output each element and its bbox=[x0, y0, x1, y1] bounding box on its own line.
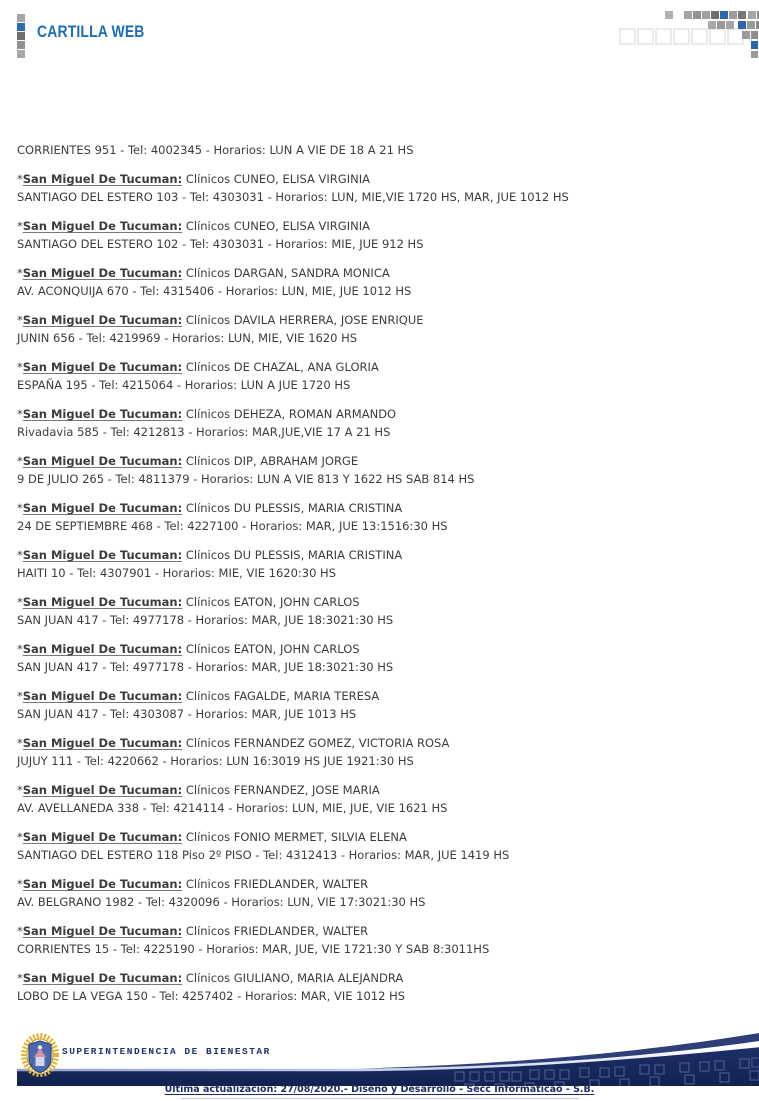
entry-provider-name: DARGAN, SANDRA MONICA bbox=[233, 266, 390, 280]
entry-provider-name: DEHEZA, ROMAN ARMANDO bbox=[233, 407, 397, 421]
provider-heading bbox=[17, 593, 737, 611]
entry-asterisk: * bbox=[17, 454, 23, 468]
entry-specialty: Clínicos bbox=[185, 501, 231, 515]
provider-entry bbox=[17, 546, 737, 582]
entry-specialty: Clínicos bbox=[185, 830, 231, 844]
provider-entry bbox=[17, 828, 737, 864]
provider-entry bbox=[17, 969, 737, 1005]
provider-heading bbox=[17, 734, 737, 752]
provider-heading bbox=[17, 217, 737, 235]
entry-specialty: Clínicos bbox=[185, 689, 231, 703]
entry-details: Rivadavia 585 - Tel: 4212813 - Horarios: MAR,JUE,VIE 17 A 21 HS bbox=[17, 425, 391, 439]
entry-specialty: Clínicos bbox=[185, 360, 231, 374]
entry-location: San Miguel De Tucuman: bbox=[22, 501, 183, 515]
brand-squares-icon bbox=[17, 14, 25, 58]
provider-heading bbox=[17, 969, 737, 987]
provider-heading bbox=[17, 264, 737, 282]
entry-provider-name: FRIEDLANDER, WALTER bbox=[233, 877, 369, 891]
entry-provider-name: GIULIANO, MARIA ALEJANDRA bbox=[233, 971, 404, 985]
entry-asterisk: * bbox=[17, 172, 23, 186]
entry-location: San Miguel De Tucuman: bbox=[22, 313, 183, 327]
entry-specialty: Clínicos bbox=[185, 219, 231, 233]
entry-provider-name: EATON, JOHN CARLOS bbox=[233, 642, 360, 656]
entry-asterisk: * bbox=[17, 219, 23, 233]
entry-asterisk: * bbox=[17, 830, 23, 844]
entry-location: San Miguel De Tucuman: bbox=[22, 642, 183, 656]
provider-entry bbox=[17, 358, 737, 394]
provider-heading bbox=[17, 358, 737, 376]
entry-asterisk: * bbox=[17, 595, 23, 609]
entry-specialty: Clínicos bbox=[185, 313, 231, 327]
provider-entry bbox=[17, 499, 737, 535]
entry-specialty: Clínicos bbox=[185, 783, 231, 797]
entry-asterisk: * bbox=[17, 783, 23, 797]
provider-entry bbox=[17, 640, 737, 676]
entry-location: San Miguel De Tucuman: bbox=[22, 924, 183, 938]
entry-specialty: Clínicos bbox=[185, 642, 231, 656]
entry-details: AV. BELGRANO 1982 - Tel: 4320096 - Horarios: LUN, VIE 17:3021:30 HS bbox=[17, 895, 426, 909]
entry-provider-name: DE CHAZAL, ANA GLORIA bbox=[233, 360, 379, 374]
entry-provider-name: FRIEDLANDER, WALTER bbox=[233, 924, 369, 938]
provider-heading bbox=[17, 405, 737, 423]
entry-specialty: Clínicos bbox=[185, 971, 231, 985]
entry-specialty: Clínicos bbox=[185, 548, 231, 562]
entry-asterisk: * bbox=[17, 877, 23, 891]
entry-location: San Miguel De Tucuman: bbox=[22, 971, 183, 985]
entry-location: San Miguel De Tucuman: bbox=[22, 783, 183, 797]
entry-provider-name: FERNANDEZ, JOSE MARIA bbox=[233, 783, 380, 797]
provider-heading bbox=[17, 828, 737, 846]
entry-details: 24 DE SEPTIEMBRE 468 - Tel: 4227100 - Horarios: MAR, JUE 13:1516:30 HS bbox=[17, 519, 448, 533]
entry-location: San Miguel De Tucuman: bbox=[22, 266, 183, 280]
provider-heading bbox=[17, 170, 737, 188]
provider-entry bbox=[17, 687, 737, 723]
last-update-line: Última actualización: 27/08/2020.- Diseño y Desarrollo - Secc Informáticao - S.B. bbox=[164, 1084, 595, 1095]
entry-specialty: Clínicos bbox=[185, 877, 231, 891]
entry-details: SANTIAGO DEL ESTERO 102 - Tel: 4303031 - Horarios: MIE, JUE 912 HS bbox=[17, 237, 424, 251]
provider-list bbox=[17, 141, 737, 1016]
entry-asterisk: * bbox=[17, 924, 23, 938]
provider-entry bbox=[17, 734, 737, 770]
entry-provider-name: DIP, ABRAHAM JORGE bbox=[233, 454, 359, 468]
provider-entry bbox=[17, 311, 737, 347]
superintendencia-shield-icon bbox=[19, 1032, 61, 1078]
entry-asterisk: * bbox=[17, 971, 23, 985]
provider-heading bbox=[17, 781, 737, 799]
provider-heading bbox=[17, 452, 737, 470]
entry-location: San Miguel De Tucuman: bbox=[22, 736, 183, 750]
provider-entry bbox=[17, 781, 737, 817]
entry-location: San Miguel De Tucuman: bbox=[22, 548, 183, 562]
entry-details: SANTIAGO DEL ESTERO 103 - Tel: 4303031 - Horarios: LUN, MIE,VIE 1720 HS, MAR, JUE 1012 HS bbox=[17, 190, 569, 204]
entry-provider-name: EATON, JOHN CARLOS bbox=[233, 595, 360, 609]
provider-heading bbox=[17, 687, 737, 705]
provider-heading bbox=[17, 875, 737, 893]
entry-details: SANTIAGO DEL ESTERO 118 Piso 2º PISO - Tel: 4312413 - Horarios: MAR, JUE 1419 HS bbox=[17, 848, 510, 862]
entry-location: San Miguel De Tucuman: bbox=[22, 360, 183, 374]
provider-entry bbox=[17, 922, 737, 958]
provider-entry bbox=[17, 875, 737, 911]
entry-location: San Miguel De Tucuman: bbox=[22, 830, 183, 844]
entry-specialty: Clínicos bbox=[185, 407, 231, 421]
provider-heading bbox=[17, 499, 737, 517]
entry-specialty: Clínicos bbox=[185, 924, 231, 938]
provider-heading bbox=[17, 311, 737, 329]
provider-entry bbox=[17, 170, 737, 206]
entry-specialty: Clínicos bbox=[185, 595, 231, 609]
provider-heading bbox=[17, 640, 737, 658]
entry-specialty: Clínicos bbox=[185, 736, 231, 750]
entry-asterisk: * bbox=[17, 689, 23, 703]
entry-provider-name: CUNEO, ELISA VIRGINIA bbox=[233, 172, 370, 186]
entry-specialty: Clínicos bbox=[185, 454, 231, 468]
entry-details: ESPAÑA 195 - Tel: 4215064 - Horarios: LUN A JUE 1720 HS bbox=[17, 378, 351, 392]
provider-entry bbox=[17, 405, 737, 441]
entry-asterisk: * bbox=[17, 313, 23, 327]
entry-provider-name: DU PLESSIS, MARIA CRISTINA bbox=[233, 548, 403, 562]
entry-specialty: Clínicos bbox=[185, 172, 231, 186]
provider-heading bbox=[17, 546, 737, 564]
entry-details: 9 DE JULIO 265 - Tel: 4811379 - Horarios: LUN A VIE 813 Y 1622 HS SAB 814 HS bbox=[17, 472, 475, 486]
entry-details: JUJUY 111 - Tel: 4220662 - Horarios: LUN 16:3019 HS JUE 1921:30 HS bbox=[17, 754, 414, 768]
entry-details: AV. ACONQUIJA 670 - Tel: 4315406 - Horarios: LUN, MIE, JUE 1012 HS bbox=[17, 284, 412, 298]
entry-asterisk: * bbox=[17, 360, 23, 374]
provider-entry bbox=[17, 593, 737, 629]
bottom-divider bbox=[181, 1098, 579, 1099]
entry-provider-name: FERNANDEZ GOMEZ, VICTORIA ROSA bbox=[233, 736, 450, 750]
entry-details: AV. AVELLANEDA 338 - Tel: 4214114 - Horarios: LUN, MIE, JUE, VIE 1621 HS bbox=[17, 801, 448, 815]
entry-location: San Miguel De Tucuman: bbox=[22, 877, 183, 891]
entry-asterisk: * bbox=[17, 642, 23, 656]
entry-details: CORRIENTES 15 - Tel: 4225190 - Horarios: MAR, JUE, VIE 1721:30 Y SAB 8:3011HS bbox=[17, 942, 490, 956]
mosaic-decoration-icon bbox=[618, 7, 759, 59]
entry-asterisk: * bbox=[17, 501, 23, 515]
entry-provider-name: DU PLESSIS, MARIA CRISTINA bbox=[233, 501, 403, 515]
entry-location: San Miguel De Tucuman: bbox=[22, 454, 183, 468]
orphan-detail-line: CORRIENTES 951 - Tel: 4002345 - Horarios: LUN A VIE DE 18 A 21 HS bbox=[17, 143, 414, 157]
provider-heading bbox=[17, 922, 737, 940]
entry-asterisk: * bbox=[17, 407, 23, 421]
entry-asterisk: * bbox=[17, 548, 23, 562]
entry-provider-name: FONIO MERMET, SILVIA ELENA bbox=[233, 830, 407, 844]
entry-details: JUNIN 656 - Tel: 4219969 - Horarios: LUN, MIE, VIE 1620 HS bbox=[17, 331, 358, 345]
provider-entry bbox=[17, 452, 737, 488]
entry-provider-name: DAVILA HERRERA, JOSE ENRIQUE bbox=[233, 313, 424, 327]
entry-location: San Miguel De Tucuman: bbox=[22, 595, 183, 609]
entry-asterisk: * bbox=[17, 266, 23, 280]
provider-entry bbox=[17, 264, 737, 300]
provider-entry bbox=[17, 217, 737, 253]
entry-asterisk: * bbox=[17, 736, 23, 750]
entry-details: SAN JUAN 417 - Tel: 4977178 - Horarios: MAR, JUE 18:3021:30 HS bbox=[17, 613, 394, 627]
page-header bbox=[0, 0, 759, 62]
entry-details: HAITI 10 - Tel: 4307901 - Horarios: MIE, VIE 1620:30 HS bbox=[17, 566, 337, 580]
entry-location: San Miguel De Tucuman: bbox=[22, 219, 183, 233]
entry-location: San Miguel De Tucuman: bbox=[22, 407, 183, 421]
entry-details: SAN JUAN 417 - Tel: 4977178 - Horarios: MAR, JUE 18:3021:30 HS bbox=[17, 660, 394, 674]
organization-name: SUPERINTENDENCIA DE BIENESTAR bbox=[62, 1046, 271, 1057]
entry-details: LOBO DE LA VEGA 150 - Tel: 4257402 - Horarios: MAR, VIE 1012 HS bbox=[17, 989, 406, 1003]
entry-location: San Miguel De Tucuman: bbox=[22, 689, 183, 703]
entry-provider-name: CUNEO, ELISA VIRGINIA bbox=[233, 219, 370, 233]
entry-specialty: Clínicos bbox=[185, 266, 231, 280]
entry-location: San Miguel De Tucuman: bbox=[22, 172, 183, 186]
page-title: CARTILLA WEB bbox=[37, 22, 145, 41]
entry-provider-name: FAGALDE, MARIA TERESA bbox=[233, 689, 380, 703]
entry-details: SAN JUAN 417 - Tel: 4303087 - Horarios: MAR, JUE 1013 HS bbox=[17, 707, 357, 721]
